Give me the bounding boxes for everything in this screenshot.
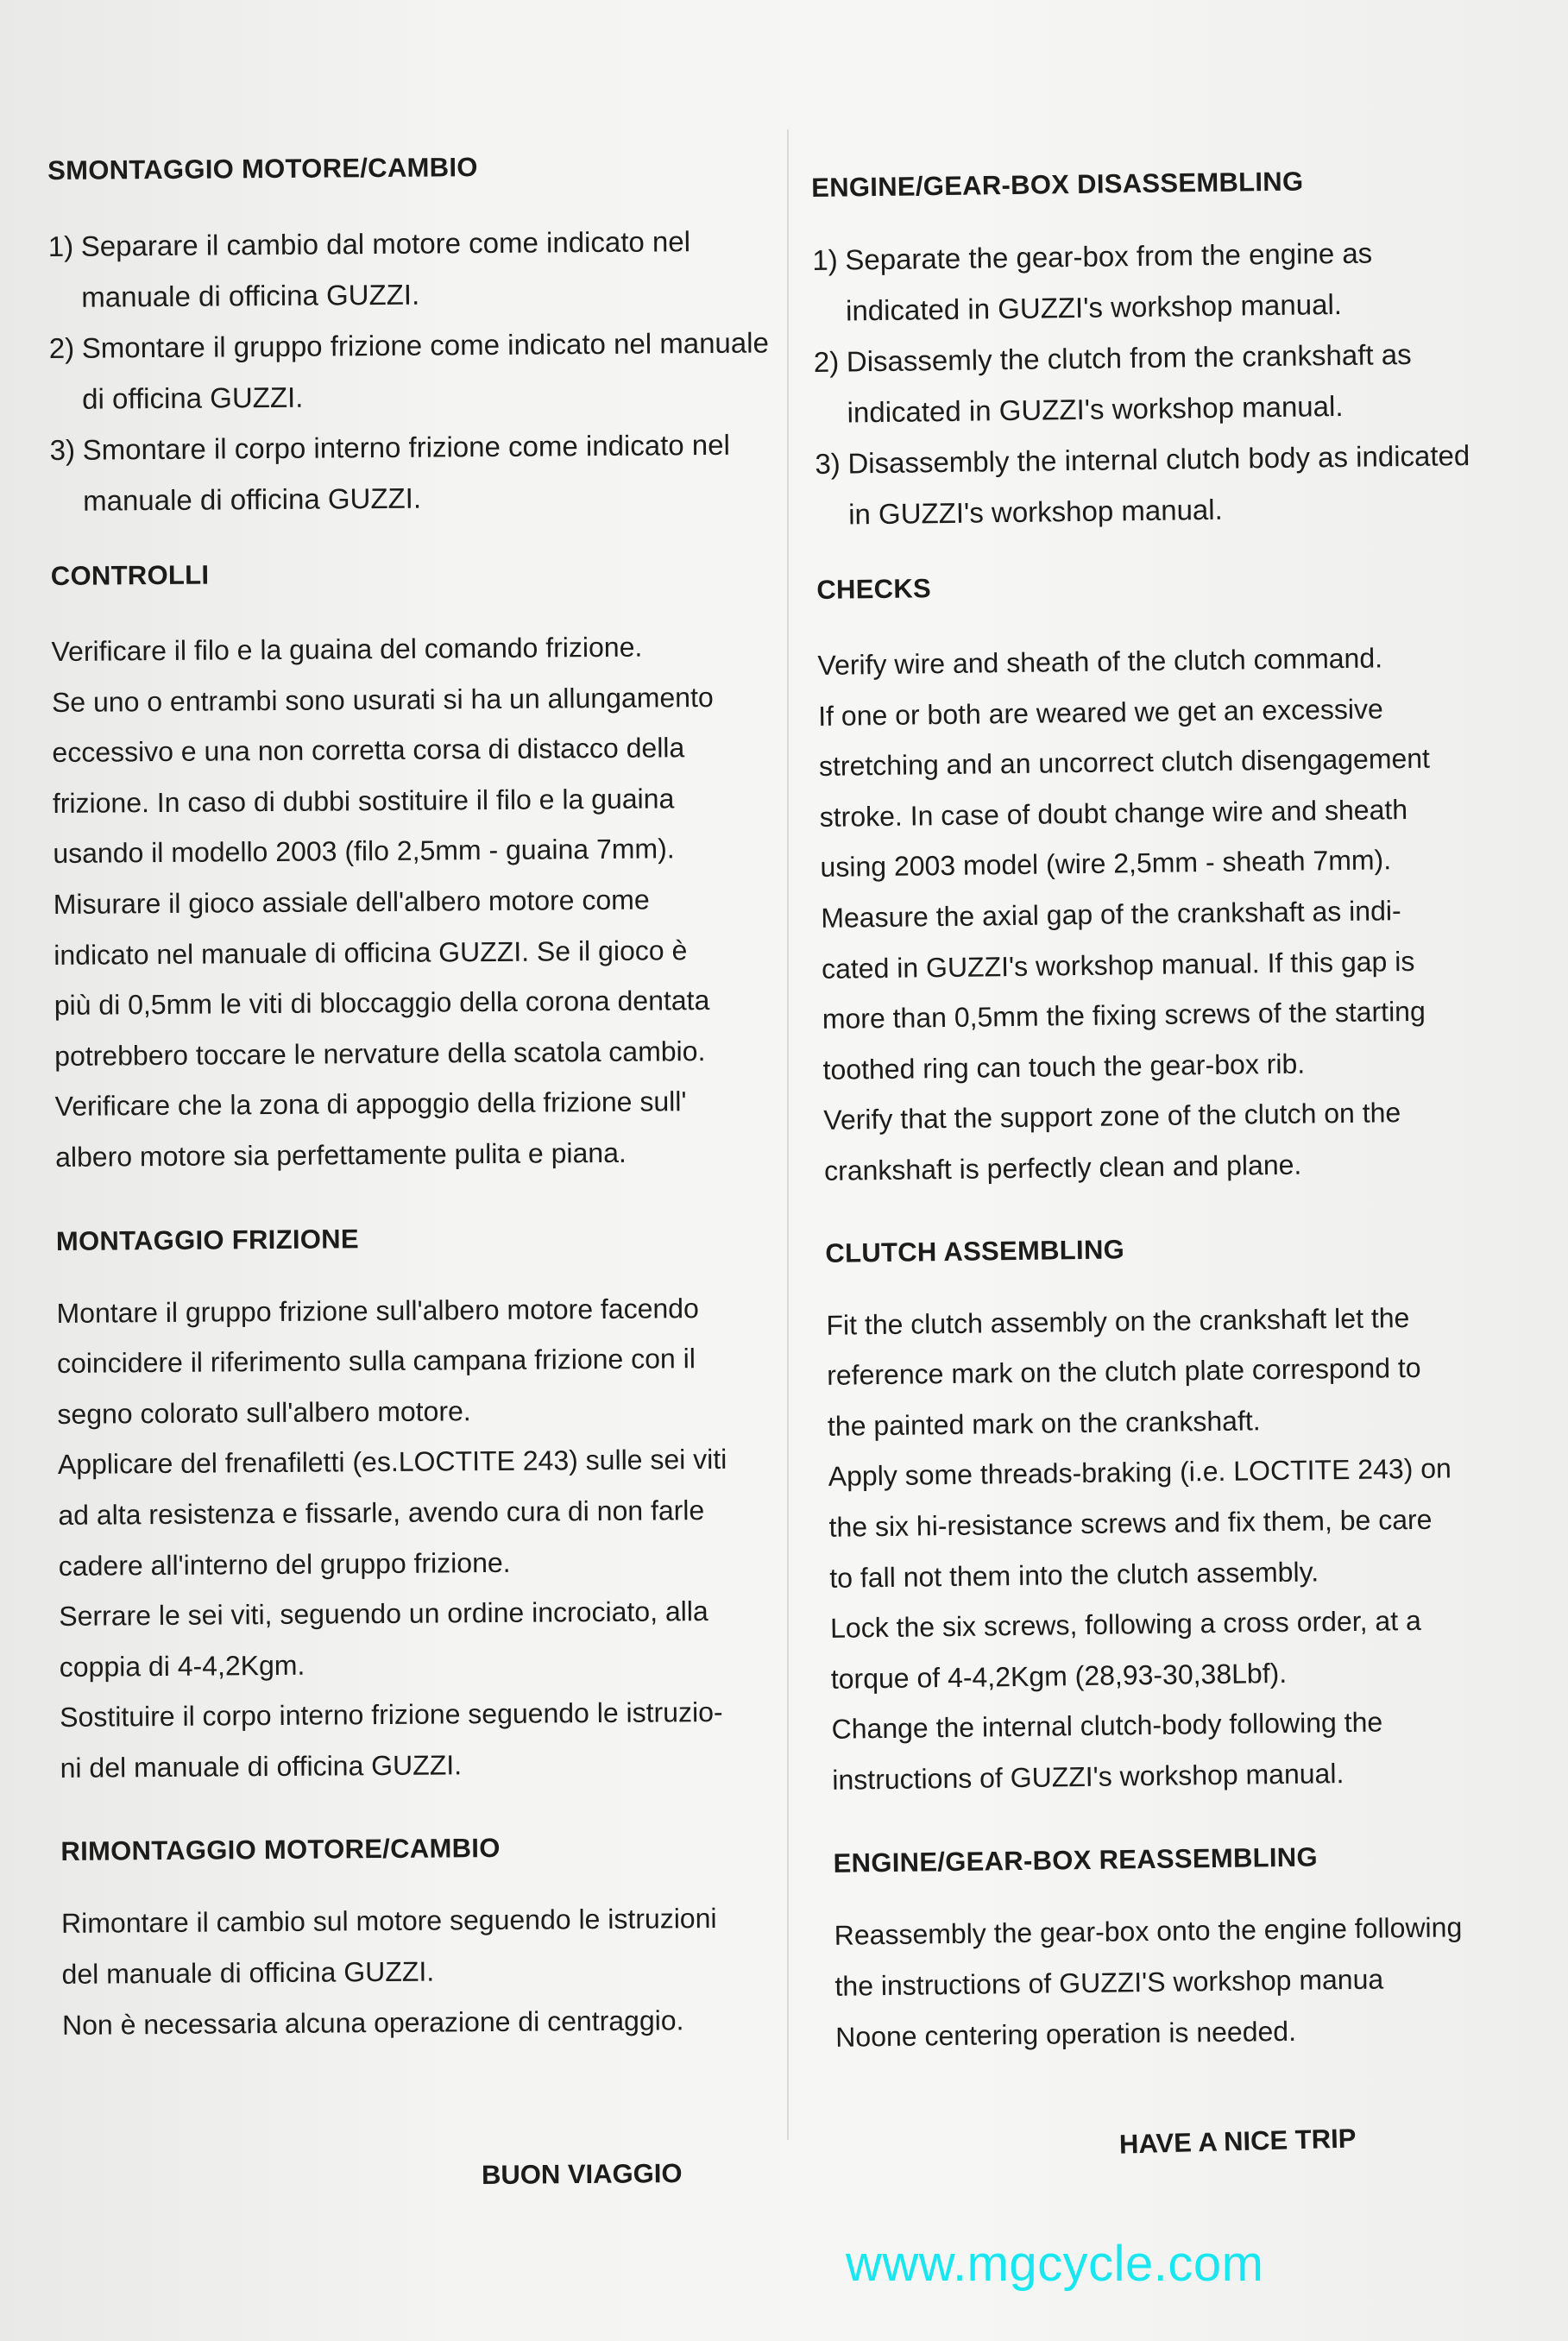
text-line: frizione. In caso di dubbi sostituire il filo e la guaina <box>52 783 675 819</box>
text-line: Verificare il filo e la guaina del comando frizione. <box>51 631 643 667</box>
text-line: del manuale di officina GUZZI. <box>61 1955 435 1990</box>
text-line: Misurare il gioco assiale dell'albero motore come <box>53 884 650 920</box>
text-line: stroke. In case of doubt change wire and sheath <box>819 793 1408 833</box>
english-column <box>811 164 1509 2062</box>
text-line: the instructions of GUZZI'S workshop manua <box>834 1963 1384 2002</box>
list-text: Disassemly the clutch from the crankshaft as indicated in GUZZI's workshop manual. <box>846 337 1412 429</box>
italian-section4-title: RIMONTAGGIO MOTORE/CAMBIO <box>60 1833 501 1867</box>
english-section4-body <box>834 1902 1508 2062</box>
text-line: coppia di 4-4,2Kgm. <box>59 1649 305 1683</box>
text-line: to fall not them into the clutch assembly. <box>829 1555 1319 1594</box>
text-line: Verify wire and sheath of the clutch command. <box>817 642 1383 681</box>
text-line: Rimontare il cambio sul motore seguendo le istruzioni <box>60 1903 717 1940</box>
italian-section1-list <box>48 215 784 526</box>
list-text: Smontare il gruppo frizione come indicato nel manuale di officina GUZZI. <box>81 326 769 415</box>
text-line: torque of 4-4,2Kgm (28,93-30,38Lbf). <box>830 1657 1288 1695</box>
text-line: crankshaft is perfectly clean and plane. <box>823 1148 1302 1186</box>
english-section2-body <box>817 632 1497 1197</box>
text-line: the six hi-resistance screws and fix them, be care <box>828 1503 1433 1543</box>
text-line: Fit the clutch assembly on the crankshaft let the <box>826 1301 1410 1341</box>
text-line: ad alta resistenza e fissarle, avendo cura di non farle <box>58 1494 705 1531</box>
text-line: the painted mark on the crankshaft. <box>827 1405 1261 1442</box>
text-line: usando il modello 2003 (filo 2,5mm - guaina 7mm). <box>53 833 675 870</box>
text-line: Non è necessaria alcuna operazione di centraggio. <box>61 2004 684 2041</box>
text-line: Lock the six screws, following a cross order, at a <box>829 1604 1421 1644</box>
text-line: Verificare che la zona di appoggio della frizione sull' <box>54 1086 687 1123</box>
list-item <box>49 418 784 526</box>
list-item <box>813 328 1487 438</box>
english-section3-body <box>826 1291 1506 1805</box>
list-number: 3) <box>49 433 76 466</box>
list-number: 1) <box>812 243 838 276</box>
text-line: toothed ring can touch the gear-box rib. <box>822 1048 1306 1086</box>
italian-section4-body <box>61 1893 796 2050</box>
text-line: segno colorato sull'albero motore. <box>57 1394 471 1430</box>
list-number: 3) <box>815 447 841 480</box>
english-closing: HAVE A NICE TRIP <box>1118 2123 1357 2160</box>
text-line: more than 0,5mm the fixing screws of the starting <box>822 995 1426 1035</box>
list-number: 1) <box>47 230 74 262</box>
text-line: reference mark on the clutch plate correspond to <box>827 1351 1421 1392</box>
english-section4-title: ENGINE/GEAR-BOX REASSEMBLING <box>833 1841 1319 1879</box>
text-line: instructions of GUZZI's workshop manual. <box>832 1757 1344 1796</box>
text-line: potrebbero toccare le nervature della scatola cambio. <box>54 1035 706 1072</box>
text-line: Sostituire il corpo interno frizione seguendo le istruzio- <box>60 1696 723 1734</box>
website-url: www.mgcycle.com <box>846 2236 1264 2292</box>
list-text: Separare il cambio dal motore come indicato nel manuale di officina GUZZI. <box>80 225 691 313</box>
text-line: cated in GUZZI's workshop manual. If this gap is <box>821 945 1415 985</box>
text-line: più di 0,5mm le viti di bloccaggio della corona dentata <box>54 985 710 1022</box>
text-line: cadere all'interno del gruppo frizione. <box>58 1546 511 1582</box>
text-line: If one or both are weared we get an excessive <box>818 692 1384 732</box>
text-line: using 2003 model (wire 2,5mm - sheath 7mm). <box>820 844 1392 884</box>
text-line: Reassembly the gear-box onto the engine following <box>834 1911 1463 1952</box>
english-section1-list <box>812 226 1489 540</box>
list-text: Separate the gear-box from the engine as indicated in GUZZI's workshop manual. <box>845 236 1373 327</box>
italian-closing: BUON VIAGGIO <box>481 2157 683 2191</box>
italian-section3-body <box>56 1282 794 1794</box>
text-line: coincidere il riferimento sulla campana frizione con il <box>56 1343 696 1380</box>
english-section3-title: CLUTCH ASSEMBLING <box>825 1233 1125 1268</box>
text-line: Change the internal clutch-body following the <box>831 1706 1383 1746</box>
italian-column <box>47 149 796 2050</box>
text-line: Measure the axial gap of the crankshaft as indi- <box>821 895 1401 934</box>
italian-section2-title: CONTROLLI <box>50 559 210 591</box>
list-item <box>815 430 1489 540</box>
text-line: Verify that the support zone of the clutch on the <box>823 1097 1401 1136</box>
list-text: Smontare il corpo interno frizione come indicato nel manuale di officina GUZZI. <box>82 428 731 517</box>
list-number: 2) <box>48 331 75 364</box>
text-line: ni del manuale di officina GUZZI. <box>60 1749 463 1784</box>
text-line: Noone centering operation is needed. <box>835 2015 1297 2053</box>
italian-section2-body <box>51 620 789 1182</box>
text-line: Serrare le sei viti, seguendo un ordine incrociato, alla <box>59 1595 708 1633</box>
text-line: albero motore sia perfettamente pulita e piana. <box>54 1136 627 1173</box>
text-line: Montare il gruppo frizione sull'albero motore facendo <box>56 1292 699 1329</box>
text-line: stretching and an uncorrect clutch disengagement <box>818 742 1431 783</box>
italian-section3-title: MONTAGGIO FRIZIONE <box>55 1223 359 1256</box>
text-line: eccessivo e una non corretta corsa di distacco della <box>52 732 685 769</box>
list-item <box>812 226 1486 337</box>
text-line: indicato nel manuale di officina GUZZI. Se il gioco è <box>54 934 688 971</box>
list-item <box>49 317 784 425</box>
list-item <box>48 215 783 323</box>
text-line: Applicare del frenafiletti (es.LOCTITE 243) sulle sei viti <box>57 1444 727 1481</box>
english-section1-title: ENGINE/GEAR-BOX DISASSEMBLING <box>811 166 1304 203</box>
list-number: 2) <box>813 345 840 378</box>
english-section2-title: CHECKS <box>816 573 932 605</box>
list-text: Disassembly the internal clutch body as indicated in GUZZI's workshop manual. <box>847 439 1470 531</box>
text-line: Se uno o entrambi sono usurati si ha un allungamento <box>51 681 714 718</box>
italian-section1-title: SMONTAGGIO MOTORE/CAMBIO <box>47 152 478 186</box>
text-line: Apply some threads-braking (i.e. LOCTITE 243) on <box>828 1452 1452 1493</box>
